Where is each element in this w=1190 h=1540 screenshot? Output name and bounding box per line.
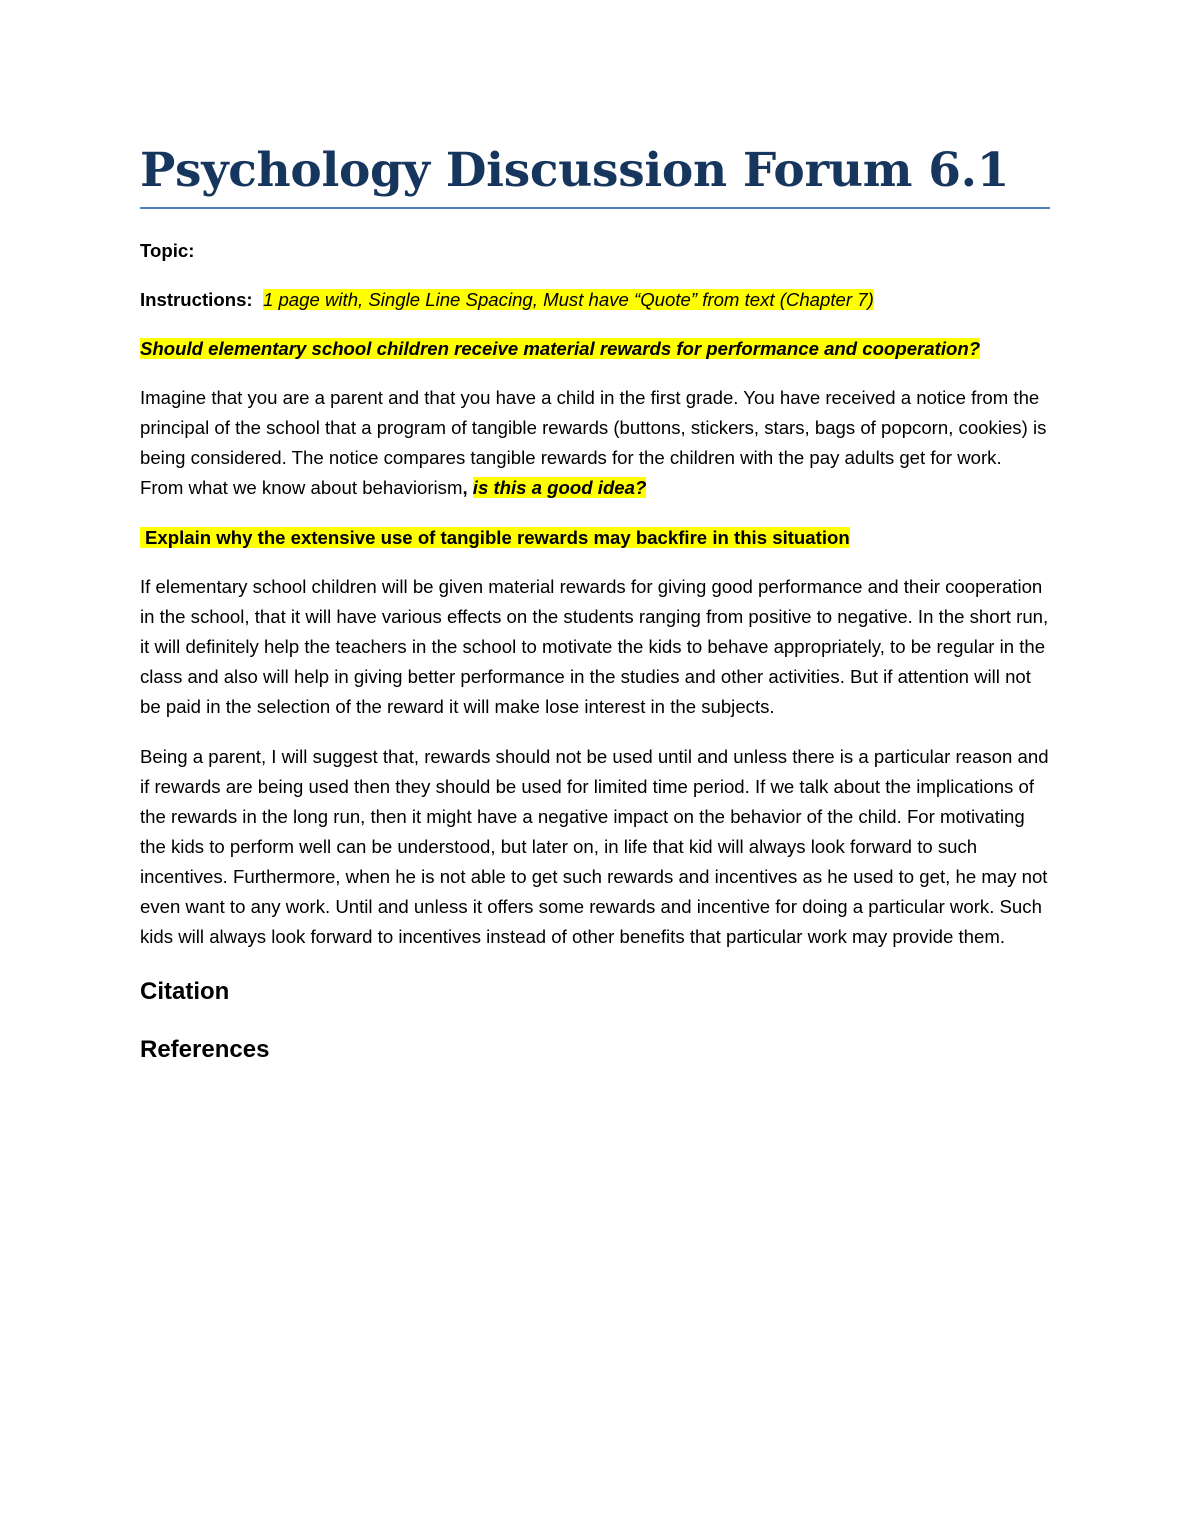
instructions-text: 1 page with, Single Line Spacing, Must have “Quote” from text (Chapter 7) [262,289,874,310]
document-page [140,140,1050,1066]
discussion-question: Should elementary school children receive material rewards for performance and cooperation? [140,338,981,359]
scenario-paragraph [140,383,1050,503]
references-heading: References [140,1036,270,1063]
explain-line [140,523,1050,553]
topic-label: Topic: [140,240,195,261]
answer-paragraph-2: Being a parent, I will suggest that, rewards should not be used until and unless there is a particular reason and if rewards are being used then they should be used for limited time period. If we talk about the implications of the rewards in the long run, then it might have a negative impact on the behavior of the child. For motivating the kids to perform well can be understood, but later on, in life that kid will always look forward to such incentives. Furthermore, when he is not able to get such rewards and incentives as he used to get, he may not even want to any work. Until and unless it offers some rewards and incentive for doing a particular work. Such kids will always look forward to incentives instead of other benefits that particular work may provide them. [140,746,1049,947]
scenario-question: is this a good idea? [472,477,647,498]
instructions-line [140,285,1050,315]
scenario-comma: , [462,477,468,498]
scenario-text: Imagine that you are a parent and that you have a child in the first grade. You have received a notice from the principal of the school that a program of tangible rewards (buttons, stickers, stars, bags of popcorn, cookies) is being considered. The notice compares tangible rewards for the children with the pay adults get for work. From what we know about behaviorism [140,387,1047,498]
document-title: Psychology Discussion Forum 6.1 [140,143,1010,198]
question-line [140,334,1050,364]
citation-heading: Citation [140,978,230,1005]
answer-paragraph-1: If elementary school children will be given material rewards for giving good performance and their cooperation in the school, that it will have various effects on the students ranging from positive to negative. In the short run, it will definitely help the teachers in the school to motivate the kids to behave appropriately, to be regular in the class and also will help in giving better performance in the studies and other activities. But if attention will not be paid in the selection of the reward it will make lose interest in the subjects. [140,576,1049,717]
explain-heading: Explain why the extensive use of tangible rewards may backfire in this situation [140,527,850,548]
title-underline-divider [140,207,1050,209]
instructions-label: Instructions: [140,289,253,310]
